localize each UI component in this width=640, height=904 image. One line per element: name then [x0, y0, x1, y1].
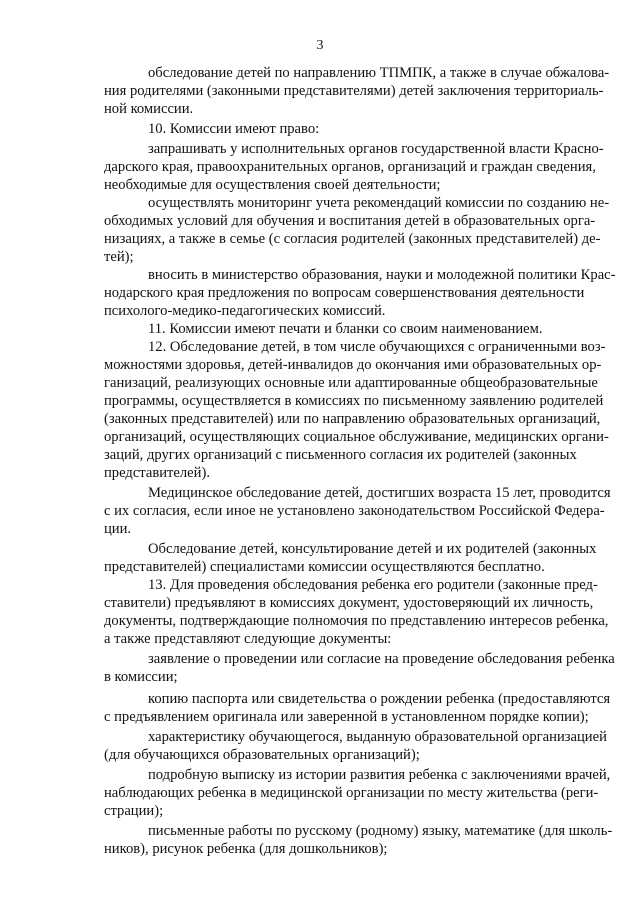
text-line: (законных представителей) или по направлению образовательных организаций,	[104, 411, 601, 427]
text-line: можностями здоровья, детей-инвалидов до окончания ими образовательных ор-	[104, 357, 602, 373]
text-line: ции.	[104, 521, 132, 537]
text-line: представителей) специалистами комиссии осуществляются бесплатно.	[104, 559, 545, 575]
text-line: страции);	[104, 803, 164, 819]
text-line: копию паспорта или свидетельства о рождении ребенка (предоставляются	[148, 691, 611, 707]
text-line: письменные работы по русскому (родному) языку, математике (для школь-	[148, 823, 613, 839]
text-line: вносить в министерство образования, науки и молодежной политики Крас-	[148, 267, 616, 283]
text-line: Обследование детей, консультирование детей и их родителей (законных	[148, 541, 597, 557]
text-line: 10. Комиссии имеют право:	[148, 121, 320, 137]
text-line: представителей).	[104, 465, 210, 481]
text-line: запрашивать у исполнительных органов государственной власти Красно-	[148, 141, 604, 157]
text-line: дарского края, правоохранительных органов, организаций и граждан сведения,	[104, 159, 596, 175]
text-line: наблюдающих ребенка в медицинской организации по месту жительства (реги-	[104, 785, 599, 801]
text-line: документы, подтверждающие полномочия по представлению интересов ребенка,	[104, 613, 609, 629]
text-line: а также представляют следующие документы:	[104, 631, 392, 647]
text-line: программы, осуществляется в комиссиях по письменному заявлению родителей	[104, 393, 604, 409]
text-line: заявление о проведении или согласие на проведение обследования ребенка	[148, 651, 615, 667]
text-line: обследование детей по направлению ТПМПК, а также в случае обжалова-	[148, 65, 610, 81]
text-line: Медицинское обследование детей, достигших возраста 15 лет, проводится	[148, 485, 611, 501]
text-line: (для обучающихся образовательных организаций);	[104, 747, 420, 763]
text-line: 13. Для проведения обследования ребенка его родители (законные пред-	[148, 577, 598, 593]
text-line: ной комиссии.	[104, 101, 194, 117]
text-line: с предъявлением оригинала или заверенной в установленном порядке копии);	[104, 709, 589, 725]
text-line: подробную выписку из истории развития ребенка с заключениями врачей,	[148, 767, 611, 783]
page-number: 3	[316, 38, 324, 53]
text-line: тей);	[104, 249, 134, 265]
text-line: с их согласия, если иное не установлено законодательством Российской Федера-	[104, 503, 605, 519]
text-line: нодарского края предложения по вопросам совершенствования деятельности	[104, 285, 585, 301]
text-line: необходимые для осуществления своей деятельности;	[104, 177, 441, 193]
text-line: психолого-медико-педагогических комиссий.	[104, 303, 386, 319]
text-line: обходимых условий для обучения и воспитания детей в образовательных орга-	[104, 213, 596, 229]
text-line: ников), рисунок ребенка (для дошкольников);	[104, 841, 388, 857]
text-line: низациях, а также в семье (с согласия родителей (законных представителей) де-	[104, 231, 601, 247]
text-line: в комиссии;	[104, 669, 178, 685]
text-line: 11. Комиссии имеют печати и бланки со своим наименованием.	[148, 321, 543, 337]
text-line: осуществлять мониторинг учета рекомендаций комиссии по созданию не-	[148, 195, 610, 211]
text-line: ния родителями (законными представителями) детей заключения территориаль-	[104, 83, 604, 99]
text-line: характеристику обучающегося, выданную образовательной организацией	[148, 729, 607, 745]
text-line: ставители) предъявляют в комиссиях документ, удостоверяющий их личность,	[104, 595, 594, 611]
text-line: организаций, осуществляющих социальное обслуживание, медицинских органи-	[104, 429, 609, 445]
text-line: заций, других организаций с письменного согласия их родителей (законных	[104, 447, 577, 463]
text-line: ганизаций, реализующих основные или адаптированные общеобразовательные	[104, 375, 598, 391]
text-line: 12. Обследование детей, в том числе обучающихся с ограниченными воз-	[148, 339, 606, 355]
